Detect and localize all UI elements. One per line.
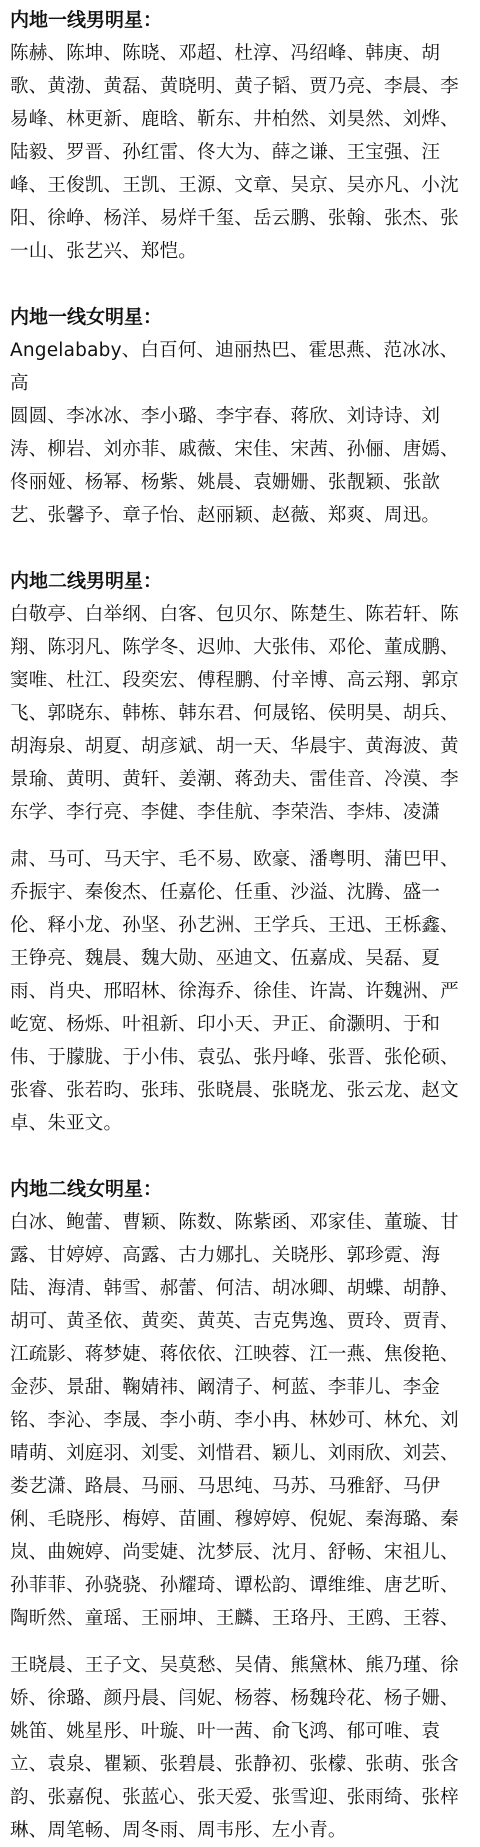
section-body-continued: 肃、马可、马天宇、毛不易、欧豪、潘粤明、蒲巴甲、 乔振宇、秦俊杰、任嘉伦、任重、沙溢、沈腾、盛一 伦、释小龙、孙坚、孙艺洲、王学兵、王迅、王栎鑫、 王铮亮、魏晨、魏大勋、巫迪文、伍嘉成、吴磊、夏 雨、肖央、邢昭林、徐海乔、徐佳、许嵩、许魏洲、严 屹宽、杨烁、叶祖新、印小天、尹正、俞灏明、于和 伟、于朦胧、于小伟、袁弘、张丹峰、张晋、张伦硕、 张睿、张若昀、张玮、张晓晨、张晓龙、张云龙、赵文 卓、朱亚文。 [10, 849, 459, 1134]
section-title: 内地二线女明星： [10, 1178, 163, 1200]
section-title: 内地二线男明星： [10, 570, 163, 592]
section-body: Angelababy、白百何、迪丽热巴、霍思燕、范冰冰、高 圆圆、李冰冰、李小璐、李宇春、蒋欣、刘诗诗、刘 涛、柳岩、刘亦菲、戚薇、宋佳、宋茜、孙俪、唐嫣、 佟丽娅、杨幂、杨紫、姚晨、袁姗姗、张靓颖、张歆 艺、张馨予、章子怡、赵丽颖、赵薇、郑爽、周迅。 [10, 340, 459, 526]
section-body: 陈赫、陈坤、陈晓、邓超、杜淳、冯绍峰、韩庚、胡 歌、黄渤、黄磊、黄晓明、黄子韬、贾乃亮、李晨、李 易峰、林更新、鹿晗、靳东、井柏然、刘昊然、刘烨、 陆毅、罗晋、孙红雷、佟大为、薛之谦、王宝强、汪 峰、王俊凯、王凯、王源、文章、吴京、吴亦凡、小沈 阳、徐峥、杨洋、易烊千玺、岳云鹏、张翰、张杰、张 一山、张艺兴、郑恺。 [10, 43, 459, 262]
section-male-tier2 [10, 565, 470, 1140]
section-female-tier2 [10, 1173, 470, 1847]
section-title: 内地一线男明星： [10, 9, 163, 31]
section-body: 白敬亭、白举纲、白客、包贝尔、陈楚生、陈若轩、陈 翔、陈羽凡、陈学冬、迟帅、大张伟、邓伦、董成鹏、 窦唯、杜江、段奕宏、傅程鹏、付辛博、高云翔、郭京 飞、郭晓东、韩栋、韩东君、何晟铭、侯明昊、胡兵、 胡海泉、胡夏、胡彦斌、胡一天、华晨宇、黄海波、黄 景瑜、黄明、黄轩、姜潮、蒋劲夫、雷佳音、冷漠、李 东学、李行亮、李健、李佳航、李荣浩、李炜、凌潇 [10, 604, 459, 823]
section-female-tier1 [10, 301, 470, 532]
section-title: 内地一线女明星： [10, 306, 163, 328]
section-body-continued: 王晓晨、王子文、吴莫愁、吴倩、熊黛林、熊乃瑾、徐 娇、徐璐、颜丹晨、闫妮、杨蓉、杨魏玲花、杨子姗、 姚笛、姚星彤、叶璇、叶一茜、俞飞鸿、郁可唯、袁 立、袁泉、瞿颖、张碧晨、张静初、张檬、张萌、张含 韵、张嘉倪、张蓝心、张天爱、张雪迎、张雨绮、张梓 琳、周笔畅、周冬雨、周韦彤、左小青。 [10, 1655, 459, 1841]
section-body: 白冰、鲍蕾、曹颖、陈数、陈紫函、邓家佳、董璇、甘 露、甘婷婷、高露、古力娜扎、关晓彤、郭珍霓、海 陆、海清、韩雪、郝蕾、何洁、胡冰卿、胡蝶、胡静、 胡可、黄圣依、黄奕、黄英、吉克隽逸、贾玲、贾青、 江疏影、蒋梦婕、蒋依依、江映蓉、江一燕、焦俊艳、 金莎、景甜、鞠婧祎、阚清子、柯蓝、李菲儿、李金 铭、李沁、李晟、李小萌、李小冉、林妙可、林允、刘 晴萌、刘庭羽、刘雯、刘惜君、颖儿、刘雨欣、刘芸、 娄艺潇、路晨、马丽、马思纯、马苏、马雅舒、马伊 俐、毛晓彤、梅婷、苗圃、穆婷婷、倪妮、秦海璐、秦 岚、曲婉婷、尚雯婕、沈梦辰、沈月、舒畅、宋祖儿、 孙菲菲、孙骁骁、孙耀琦、谭松韵、谭维维、唐艺昕、 陶昕然、童瑶、王丽坤、王麟、王珞丹、王鸥、王蓉、 [10, 1212, 459, 1629]
section-male-tier1 [10, 4, 470, 268]
